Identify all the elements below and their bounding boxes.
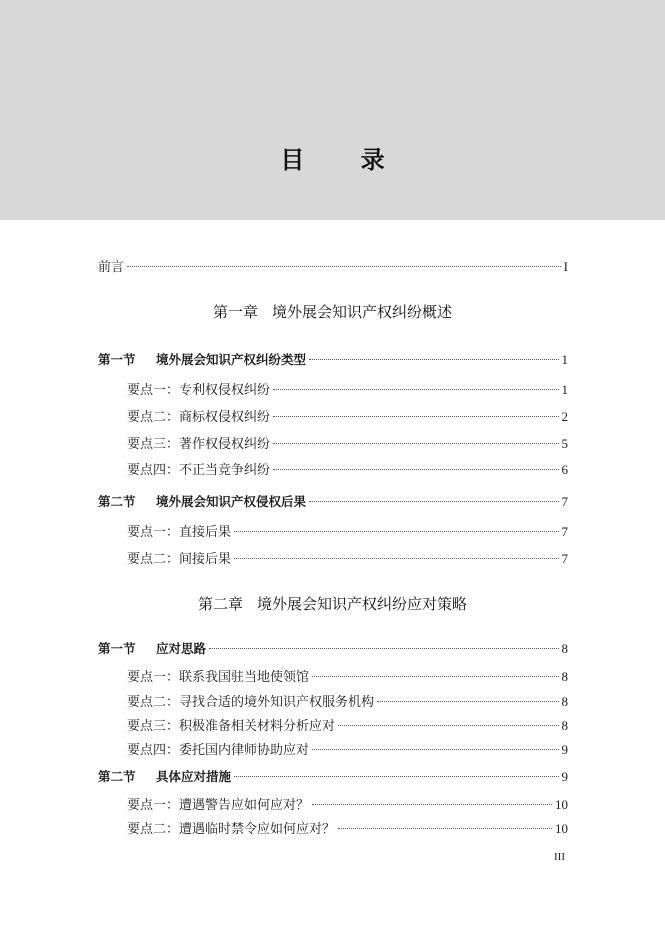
point-label: 要点四：委托国内律师协助应对 <box>127 743 310 758</box>
toc-page-number: 9 <box>561 742 568 757</box>
chapter-title: 境外展会知识产权纠纷概述 <box>272 303 453 321</box>
section-title: 应对思路 <box>156 641 207 656</box>
dot-leader <box>338 828 552 829</box>
toc-page-number: 6 <box>561 462 568 477</box>
toc-point[interactable] <box>127 820 568 839</box>
toc-page-number: 8 <box>561 641 568 656</box>
toc-point[interactable] <box>127 717 568 736</box>
section-number: 第二节 <box>98 769 136 784</box>
toc-page-number: 1 <box>561 352 568 367</box>
dot-leader <box>309 501 558 502</box>
point-label: 要点一：遭遇警告应如何应对？ <box>127 798 310 813</box>
chapter-title: 境外展会知识产权纠纷应对策略 <box>257 595 468 613</box>
dot-leader <box>312 749 558 750</box>
toc-page-number: 5 <box>561 436 568 451</box>
section-title: 境外展会知识产权纠纷类型 <box>156 352 307 367</box>
toc-point[interactable] <box>127 693 568 712</box>
point-label: 要点一：联系我国驻当地使领馆 <box>127 670 310 685</box>
page-title: 目 录 <box>280 146 409 174</box>
point-label: 要点二：寻找合适的境外知识产权服务机构 <box>127 695 375 710</box>
toc-section[interactable] <box>98 351 568 369</box>
dot-leader <box>273 443 558 444</box>
toc-point[interactable] <box>127 461 568 480</box>
dot-leader <box>338 725 558 726</box>
toc-point[interactable] <box>127 408 568 427</box>
dot-leader <box>273 389 558 390</box>
section-label <box>98 351 306 369</box>
dot-leader <box>234 558 558 559</box>
dot-leader <box>273 416 558 417</box>
toc-page-number: 1 <box>561 382 568 397</box>
point-label: 要点四：不正当竞争纠纷 <box>127 463 271 478</box>
dot-leader <box>312 676 558 677</box>
section-label <box>98 768 231 786</box>
toc-point[interactable] <box>127 668 568 687</box>
point-label: 要点一：直接后果 <box>127 525 232 540</box>
toc-entry-preface[interactable] <box>98 258 568 277</box>
dot-leader <box>234 531 558 532</box>
section-title: 具体应对措施 <box>156 769 232 784</box>
toc-point[interactable] <box>127 381 568 400</box>
dot-leader <box>312 804 552 805</box>
chapter-heading[interactable] <box>0 594 665 614</box>
toc-section[interactable] <box>98 493 568 511</box>
point-label: 要点一：专利权侵权纠纷 <box>127 383 271 398</box>
toc-section[interactable] <box>98 640 568 658</box>
section-number: 第一节 <box>98 352 136 367</box>
section-label <box>98 493 306 511</box>
dot-leader <box>127 266 561 267</box>
header-band <box>0 0 665 220</box>
point-label: 要点二：间接后果 <box>127 552 232 567</box>
toc-page-number: 7 <box>561 494 568 509</box>
dot-leader <box>209 648 558 649</box>
chapter-number: 第一章 <box>212 303 258 321</box>
toc-point[interactable] <box>127 796 568 815</box>
toc-page-number: 8 <box>561 669 568 684</box>
toc-page-number: 7 <box>561 551 568 566</box>
toc-point[interactable] <box>127 741 568 760</box>
dot-leader <box>309 359 558 360</box>
section-title: 境外展会知识产权侵权后果 <box>156 494 307 509</box>
toc-point[interactable] <box>127 523 568 542</box>
toc-page-number: 8 <box>561 718 568 733</box>
toc-page-number: 2 <box>561 409 568 424</box>
dot-leader <box>234 776 558 777</box>
point-label: 要点二：遭遇临时禁令应如何应对？ <box>127 822 336 837</box>
point-label: 要点三：著作权侵权纠纷 <box>127 437 271 452</box>
toc-point[interactable] <box>127 435 568 454</box>
chapter-heading[interactable] <box>0 302 665 322</box>
toc-section[interactable] <box>98 768 568 786</box>
toc-entry-label: 前言 <box>98 260 125 275</box>
toc-page-number: 7 <box>561 524 568 539</box>
toc-point[interactable] <box>127 550 568 569</box>
toc-page-number: 9 <box>561 769 568 784</box>
section-label <box>98 640 206 658</box>
page-folio: III <box>554 851 565 863</box>
point-label: 要点二：商标权侵权纠纷 <box>127 410 271 425</box>
dot-leader <box>377 701 558 702</box>
section-number: 第二节 <box>98 494 136 509</box>
toc-page-number: 10 <box>555 821 568 836</box>
toc-page-number: 8 <box>561 694 568 709</box>
section-number: 第一节 <box>98 641 136 656</box>
point-label: 要点三：积极准备相关材料分析应对 <box>127 719 336 734</box>
toc-page-number: 10 <box>555 797 568 812</box>
toc-page-number: I <box>563 259 568 274</box>
dot-leader <box>273 469 558 470</box>
chapter-number: 第二章 <box>197 595 243 613</box>
